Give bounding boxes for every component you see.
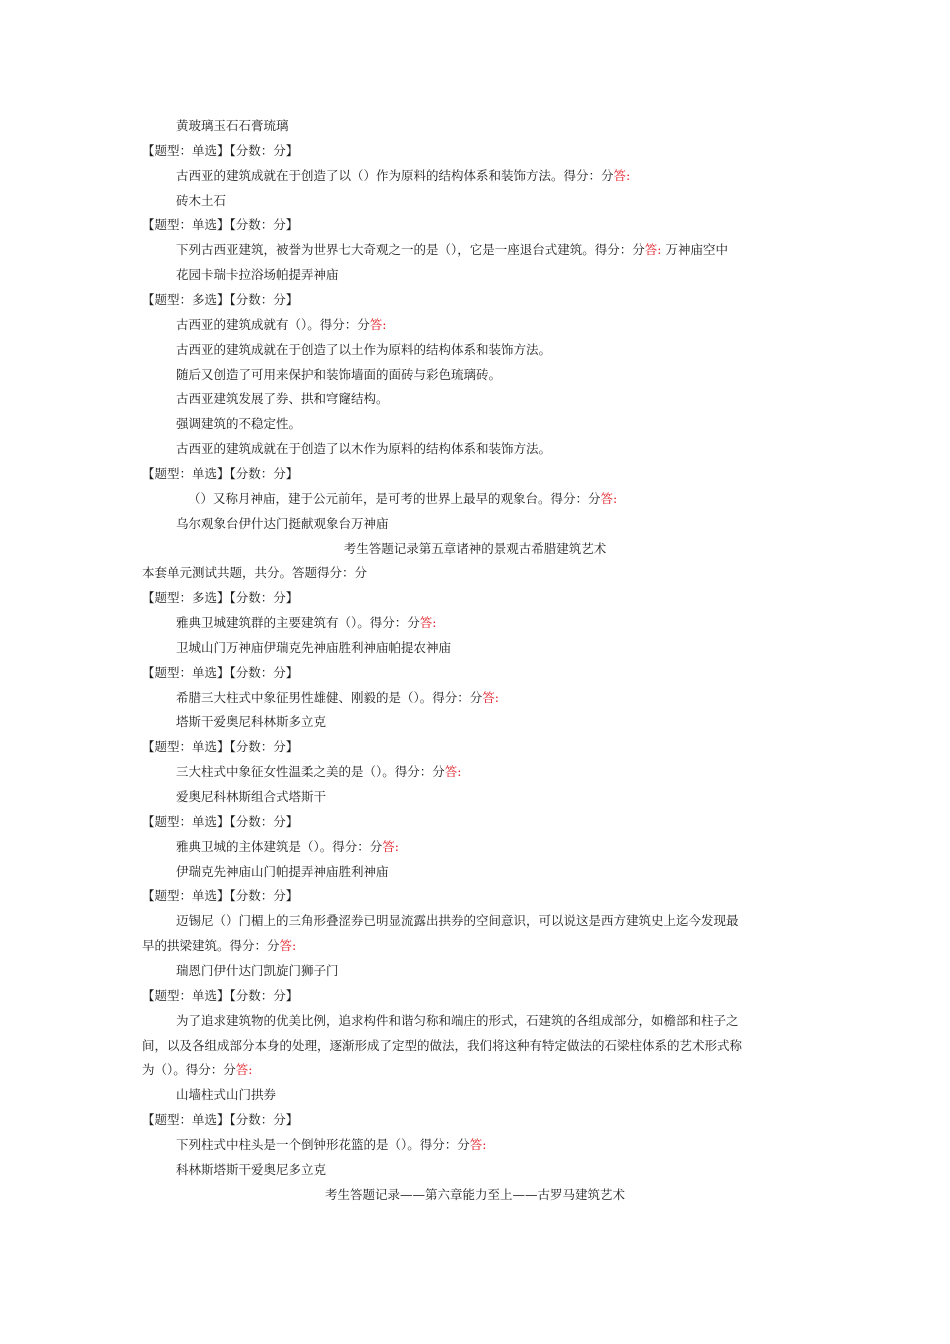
line-text: 雅典卫城的主体建筑是（）。得分：分 bbox=[176, 838, 383, 854]
text-line bbox=[176, 191, 226, 211]
answer-label: 答: bbox=[469, 1136, 487, 1152]
line-text: 瑞恩门伊什达门凯旋门狮子门 bbox=[176, 962, 339, 978]
text-line bbox=[142, 663, 298, 683]
line-text: 科林斯塔斯干爱奥尼多立克 bbox=[176, 1161, 327, 1177]
line-text: 三大柱式中象征女性温柔之美的是（）。得分：分 bbox=[176, 764, 445, 780]
text-line bbox=[142, 1060, 252, 1080]
line-text: 山墙柱式山门拱券 bbox=[176, 1087, 277, 1103]
answer-option-text: 万神庙空中 bbox=[661, 242, 728, 258]
line-text: 古西亚的建筑成就有（）。得分：分 bbox=[176, 316, 370, 332]
text-line bbox=[176, 365, 501, 385]
text-line bbox=[176, 489, 617, 509]
text-line bbox=[142, 141, 298, 161]
text-line bbox=[142, 936, 296, 956]
answer-label: 答: bbox=[444, 764, 462, 780]
answer-label: 答: bbox=[482, 689, 499, 705]
text-line bbox=[142, 215, 298, 235]
text-line bbox=[142, 588, 298, 608]
line-text: （）又称月神庙，建于公元前年，是可考的世界上最早的观象台。得分：分 bbox=[188, 490, 601, 506]
line-text: 下列柱式中柱头是一个倒钟形花篮的是（）。得分：分 bbox=[176, 1136, 470, 1152]
line-text: 爱奥尼科林斯组合式塔斯干 bbox=[176, 789, 327, 804]
line-text: 间，以及各组成部分本身的处理，逐渐形成了定型的做法，我们将这种有特定做法的石梁柱体系的艺术形式称 bbox=[142, 1037, 743, 1053]
text-line bbox=[176, 1085, 276, 1105]
text-line bbox=[142, 986, 298, 1006]
text-line bbox=[142, 464, 298, 484]
text-line bbox=[176, 1160, 326, 1180]
text-line bbox=[176, 862, 389, 882]
line-text: 【题型：单选】【分数：分】 bbox=[142, 465, 299, 481]
answer-label: 答: bbox=[279, 938, 297, 954]
text-line bbox=[176, 389, 389, 409]
line-text: 早的拱梁建筑。得分：分 bbox=[142, 938, 280, 954]
answer-label: 答: bbox=[600, 490, 618, 506]
text-line bbox=[176, 638, 451, 658]
text-line bbox=[176, 315, 386, 335]
text-line bbox=[176, 1135, 486, 1155]
line-text: 考生答题记录——第六章能力至上——古罗马建筑艺术 bbox=[324, 1186, 625, 1202]
line-text: 迈锡尼（）门楣上的三角形叠涩券已明显流露出拱券的空间意识，可以说这是西方建筑史上迄今发现最 bbox=[176, 913, 739, 929]
line-text: 古西亚的建筑成就在于创造了以木作为原料的结构体系和装饰方法。 bbox=[176, 441, 552, 457]
line-text: 古西亚的建筑成就在于创造了以（）作为原料的结构体系和装饰方法。得分：分 bbox=[176, 167, 614, 183]
text-line bbox=[142, 1110, 298, 1130]
line-text: 乌尔观象台伊什达门挺献观象台万神庙 bbox=[176, 515, 389, 531]
line-text: 为（）。得分：分 bbox=[142, 1062, 236, 1078]
answer-label: 答: bbox=[644, 242, 662, 258]
text-line bbox=[176, 688, 499, 708]
text-line bbox=[142, 1036, 742, 1056]
line-text: 【题型：多选】【分数：分】 bbox=[142, 292, 299, 307]
section-heading bbox=[0, 539, 950, 559]
answer-label: 答: bbox=[419, 615, 437, 630]
text-line bbox=[142, 812, 298, 832]
text-line bbox=[142, 563, 367, 583]
text-line bbox=[142, 737, 298, 757]
text-line bbox=[176, 1011, 739, 1031]
line-text: 为了追求建筑物的优美比例，追求构件和谐匀称和端庄的形式，石建筑的各组成部分，如檐部和柱子之 bbox=[176, 1012, 739, 1028]
text-line bbox=[176, 340, 551, 360]
text-line bbox=[176, 911, 739, 931]
text-line bbox=[176, 265, 339, 285]
line-text: 【题型：单选】【分数：分】 bbox=[142, 888, 299, 904]
line-text: 砖木土石 bbox=[176, 192, 227, 208]
line-text: 【题型：单选】【分数：分】 bbox=[142, 739, 299, 755]
answer-label: 答: bbox=[235, 1062, 253, 1078]
text-line bbox=[142, 290, 298, 310]
text-line bbox=[176, 514, 389, 534]
line-text: 【题型：多选】【分数：分】 bbox=[142, 590, 299, 606]
line-text: 古西亚的建筑成就在于创造了以土作为原料的结构体系和装饰方法。 bbox=[176, 341, 552, 357]
text-line bbox=[176, 787, 326, 807]
text-line bbox=[176, 837, 399, 857]
line-text: 【题型：单选】【分数：分】 bbox=[142, 664, 299, 680]
text-line bbox=[176, 961, 339, 981]
section-heading bbox=[0, 1185, 950, 1205]
line-text: 伊瑞克先神庙山门帕提弄神庙胜利神庙 bbox=[176, 863, 389, 879]
line-text: 【题型：单选】【分数：分】 bbox=[142, 813, 299, 829]
answer-label: 答: bbox=[369, 316, 387, 332]
line-text: 古西亚建筑发展了券、拱和穹窿结构。 bbox=[176, 391, 389, 407]
line-text: 下列古西亚建筑，被誉为世界七大奇观之一的是（），它是一座退台式建筑。得分：分 bbox=[176, 242, 645, 258]
line-text: 卫城山门万神庙伊瑞克先神庙胜利神庙帕提农神庙 bbox=[176, 639, 452, 655]
line-text: 考生答题记录第五章诸神的景观古希腊建筑艺术 bbox=[343, 540, 607, 556]
text-line bbox=[142, 886, 298, 906]
line-text: 黄玻璃玉石石膏琉璃 bbox=[176, 118, 289, 133]
line-text: 本套单元测试共题，共分。答题得分：分 bbox=[142, 565, 368, 581]
text-line bbox=[176, 439, 551, 459]
text-line bbox=[176, 613, 436, 633]
line-text: 【题型：单选】【分数：分】 bbox=[142, 1112, 299, 1127]
text-line bbox=[176, 240, 728, 260]
text-line bbox=[176, 166, 630, 186]
answer-label: 答: bbox=[382, 838, 399, 854]
text-line bbox=[176, 414, 301, 434]
line-text: 【题型：单选】【分数：分】 bbox=[142, 987, 299, 1003]
line-text: 强调建筑的不稳定性。 bbox=[176, 416, 302, 432]
line-text: 雅典卫城建筑群的主要建筑有（）。得分：分 bbox=[176, 615, 420, 630]
line-text: 希腊三大柱式中象征男性雄健、刚毅的是（）。得分：分 bbox=[176, 689, 483, 705]
text-line bbox=[176, 762, 461, 782]
answer-label: 答: bbox=[613, 167, 631, 183]
line-text: 随后又创造了可用来保护和装饰墙面的面砖与彩色琉璃砖。 bbox=[176, 366, 502, 382]
line-text: 【题型：单选】【分数：分】 bbox=[142, 142, 299, 158]
line-text: 【题型：单选】【分数：分】 bbox=[142, 217, 299, 233]
text-line bbox=[176, 116, 289, 136]
line-text: 花园卡瑞卡拉浴场帕提弄神庙 bbox=[176, 267, 339, 283]
text-line bbox=[176, 712, 326, 732]
line-text: 塔斯干爱奥尼科林斯多立克 bbox=[176, 714, 327, 730]
